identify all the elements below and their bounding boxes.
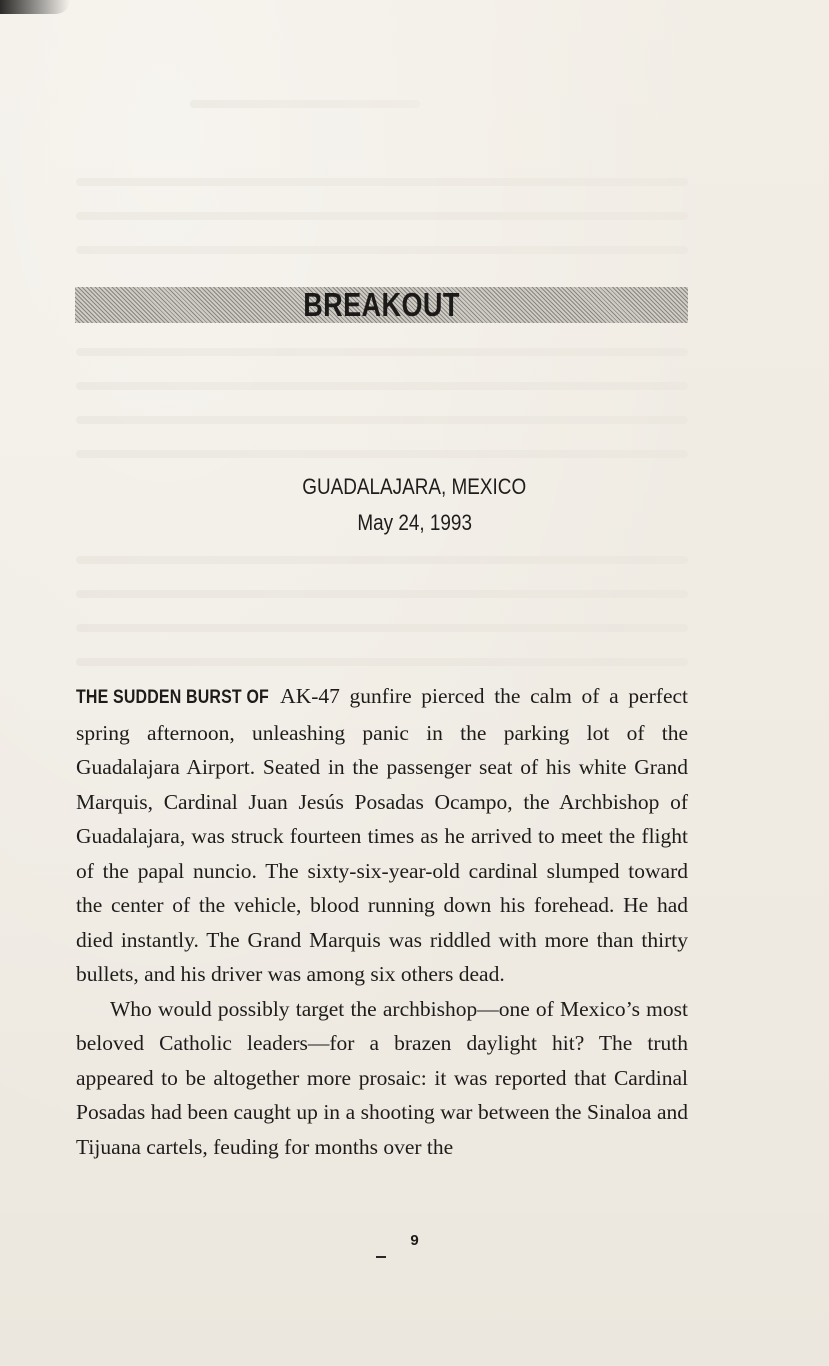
show-through-line bbox=[76, 212, 688, 220]
show-through-line bbox=[76, 348, 688, 356]
show-through-line bbox=[76, 246, 688, 254]
show-through-line bbox=[76, 590, 688, 598]
page-number: 9 bbox=[410, 1232, 419, 1249]
show-through-line bbox=[76, 556, 688, 564]
chapter-title: BREAKOUT bbox=[303, 286, 460, 323]
body-paragraph: Who would possibly target the archbishop—one of Mexico’s most beloved Catholic leaders—for a brazen daylight hit? The truth appeared to be altogether more prosaic: it was reported that Cardinal Posadas had been caught up in a shooting war between the Sinaloa and Tijuana cartels, feuding for months over the bbox=[76, 996, 688, 1159]
chapter-heading-band bbox=[75, 287, 688, 323]
show-through-line bbox=[76, 624, 688, 632]
paragraph-text: AK-47 gunfire pierced the calm of a perfect spring afternoon, unleashing panic in the parking lot of the Guadalajara Airport. Seated in the passenger seat of his white Grand Marquis, Cardinal Juan Jesús Posadas Ocampo, the Archbishop of Guadalajara, was struck fourteen times as he arrived to meet the flight of the papal nuncio. The sixty-six-year-old cardinal slumped toward the center of the vehicle, blood running down his forehead. He had died instantly. The Grand Marquis was riddled with more than thirty bullets, and his driver was among six others dead. bbox=[76, 684, 688, 986]
show-through-line bbox=[76, 416, 688, 424]
page-corner-shadow bbox=[0, 0, 70, 14]
dateline-date bbox=[0, 510, 829, 536]
show-through-line bbox=[190, 100, 420, 108]
lead-in-small-caps: THE SUDDEN BURST OF bbox=[76, 687, 269, 708]
show-through-line bbox=[76, 450, 688, 458]
chapter-body bbox=[76, 679, 688, 1164]
show-through-line bbox=[76, 178, 688, 186]
show-through-line bbox=[76, 658, 688, 666]
dateline-date-text: May 24, 1993 bbox=[357, 510, 472, 535]
dateline-place-text: GUADALAJARA, MEXICO bbox=[302, 474, 527, 499]
body-paragraph bbox=[76, 679, 688, 992]
page-number-underline bbox=[376, 1256, 386, 1258]
show-through-line bbox=[76, 382, 688, 390]
dateline-place bbox=[0, 474, 829, 500]
